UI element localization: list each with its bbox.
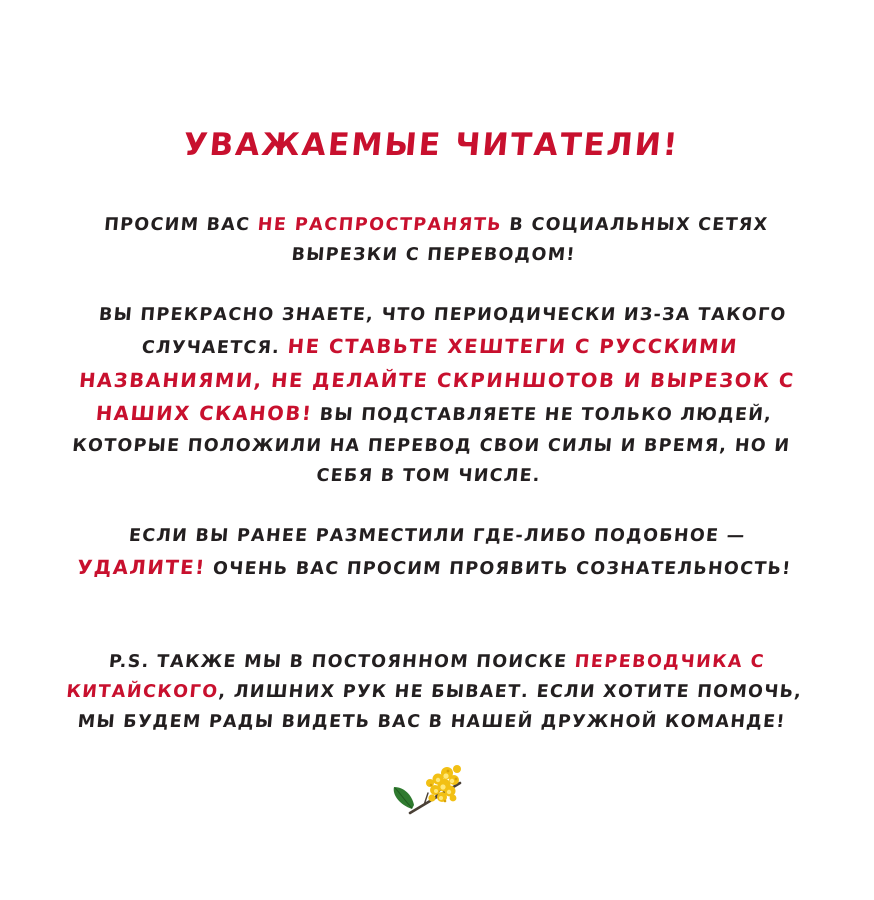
paragraph-delete-request xyxy=(58,491,816,585)
flower-sprig-icon xyxy=(0,735,874,829)
paragraph2-text-after: ВЫ ПОДСТАВЛЯЕТЕ НЕ ТОЛЬКО ЛЮДЕЙ, КОТОРЫЕ ПОЛОЖИЛИ НА ПЕРЕВОД СВОИ СИЛЫ И ВРЕМЯ, НО И СЕБЯ В ТОМ ЧИСЛЕ. xyxy=(71,405,792,487)
paragraph4-text-before: P.S. ТАКЖЕ МЫ В ПОСТОЯННОМ ПОИСКЕ xyxy=(108,651,576,672)
paragraph2-text-before: ВЫ ПРЕКРАСНО ЗНАЕТЕ, ЧТО ПЕРИОДИЧЕСКИ ИЗ-ЗА ТАКОГО СЛУЧАЕТСЯ. xyxy=(98,305,788,359)
paragraph1-text-before: ПРОСИМ ВАС xyxy=(103,215,259,236)
page-title: УВАЖАЕМЫЕ ЧИТАТЕЛИ! xyxy=(181,127,681,163)
paragraph-translator-recruitment xyxy=(55,585,818,737)
paragraph3-text-before: ЕСЛИ ВЫ РАНЕЕ РАЗМЕСТИЛИ ГДЕ-ЛИБО ПОДОБНОЕ — xyxy=(128,526,747,547)
paragraph3-text-after: ОЧЕНЬ ВАС ПРОСИМ ПРОЯВИТЬ СОЗНАТЕЛЬНОСТЬ! xyxy=(204,559,793,580)
paragraph4-highlight: ПЕРЕВОДЧИКА С КИТАЙСКОГО xyxy=(65,651,766,702)
paragraph3-highlight: УДАЛИТЕ! xyxy=(76,556,207,580)
paragraph-hashtags-warning xyxy=(52,270,821,491)
paragraph2-highlight: НЕ СТАВЬТЕ ХЕШТЕГИ С РУССКИМИ НАЗВАНИЯМИ, НЕ ДЕЛАЙТЕ СКРИНШОТОВ И ВЫРЕЗОК С НАШИХ СКАНОВ! xyxy=(78,335,796,426)
paragraph1-text-after: В СОЦИАЛЬНЫХ СЕТЯХ ВЫРЕЗКИ С ПЕРЕВОДОМ! xyxy=(290,215,770,266)
paragraph-distribution-warning xyxy=(57,162,816,270)
paragraph1-highlight: НЕ РАСПРОСТРАНЯТЬ xyxy=(256,215,503,236)
paragraph4-text-after: , ЛИШНИХ РУК НЕ БЫВАЕТ. ЕСЛИ ХОТИТЕ ПОМОЧЬ, МЫ БУДЕМ РАДЫ ВИДЕТЬ ВАС В НАШЕЙ ДРУЖНОЙ КОМАНДЕ! xyxy=(76,681,804,732)
